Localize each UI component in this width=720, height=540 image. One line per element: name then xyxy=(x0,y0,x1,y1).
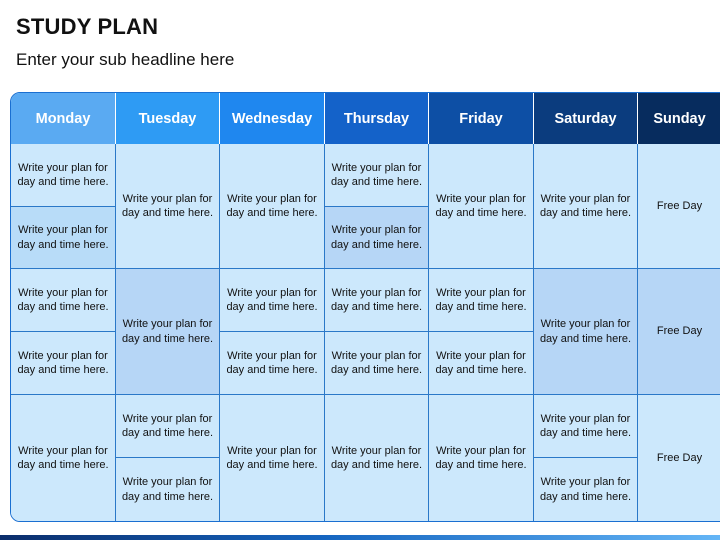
plan-cell: Write your plan for day and time here. xyxy=(325,332,429,395)
plan-cell: Write your plan for day and time here. xyxy=(220,332,325,395)
plan-cell: Write your plan for day and time here. xyxy=(11,395,116,521)
plan-cell: Write your plan for day and time here. xyxy=(429,144,534,269)
plan-cell: Write your plan for day and time here. xyxy=(325,207,429,269)
plan-cell: Write your plan for day and time here. xyxy=(534,269,638,395)
plan-cell: Write your plan for day and time here. xyxy=(11,207,116,269)
plan-cell: Write your plan for day and time here. xyxy=(11,269,116,332)
page-subtitle: Enter your sub headline here xyxy=(16,50,235,69)
footer-gradient-bar xyxy=(0,535,720,540)
page-title: STUDY PLAN xyxy=(16,14,159,39)
plan-cell: Write your plan for day and time here. xyxy=(534,395,638,458)
free-day-cell: Free Day xyxy=(638,269,720,395)
day-header-tuesday: Tuesday xyxy=(116,93,220,144)
day-header-monday: Monday xyxy=(11,93,116,144)
plan-cell: Write your plan for day and time here. xyxy=(534,458,638,521)
plan-cell: Write your plan for day and time here. xyxy=(429,332,534,395)
day-header-sunday: Sunday xyxy=(638,93,720,144)
day-header-saturday: Saturday xyxy=(534,93,638,144)
plan-cell: Write your plan for day and time here. xyxy=(534,144,638,269)
plan-cell: Write your plan for day and time here. xyxy=(220,144,325,269)
free-day-cell: Free Day xyxy=(638,395,720,521)
plan-cell: Write your plan for day and time here. xyxy=(325,144,429,207)
plan-cell: Write your plan for day and time here. xyxy=(116,144,220,269)
plan-cell: Write your plan for day and time here. xyxy=(325,269,429,332)
free-day-cell: Free Day xyxy=(638,144,720,269)
day-header-friday: Friday xyxy=(429,93,534,144)
day-header-wednesday: Wednesday xyxy=(220,93,325,144)
study-plan-table xyxy=(10,92,720,522)
plan-cell: Write your plan for day and time here. xyxy=(11,332,116,395)
day-header-thursday: Thursday xyxy=(325,93,429,144)
plan-cell: Write your plan for day and time here. xyxy=(429,269,534,332)
plan-cell: Write your plan for day and time here. xyxy=(116,395,220,458)
plan-cell: Write your plan for day and time here. xyxy=(116,269,220,395)
plan-cell: Write your plan for day and time here. xyxy=(220,269,325,332)
plan-cell: Write your plan for day and time here. xyxy=(429,395,534,521)
plan-cell: Write your plan for day and time here. xyxy=(220,395,325,521)
plan-cell: Write your plan for day and time here. xyxy=(116,458,220,521)
plan-cell: Write your plan for day and time here. xyxy=(11,144,116,207)
plan-cell: Write your plan for day and time here. xyxy=(325,395,429,521)
